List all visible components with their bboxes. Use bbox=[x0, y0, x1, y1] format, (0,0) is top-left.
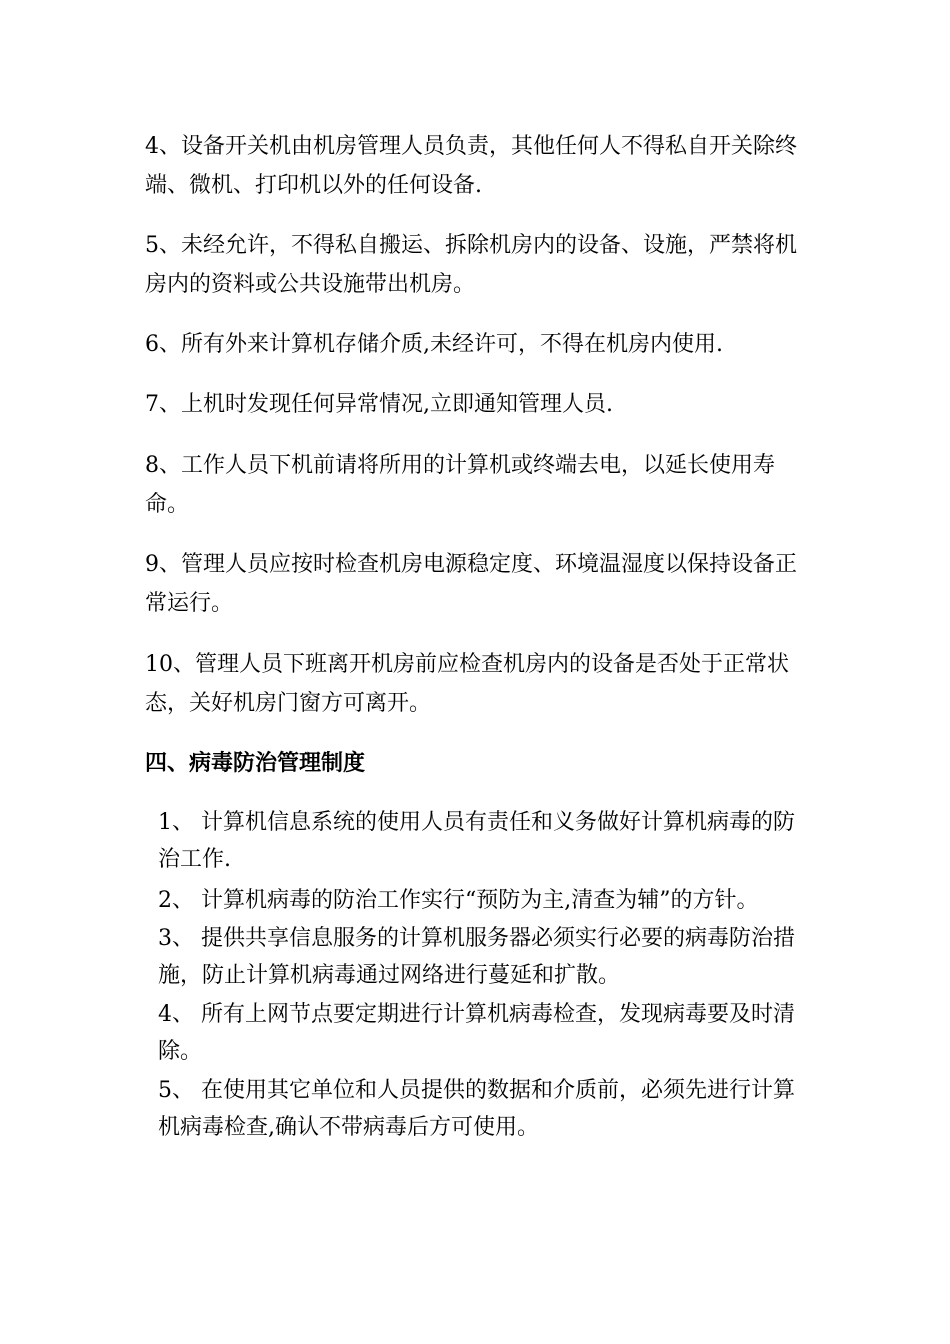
virus-item-1: 1、 计算机信息系统的使用人员有责任和义务做好计算机病毒的防治工作. bbox=[158, 810, 795, 872]
rule-6: 6、所有外来计算机存储介质,未经许可，不得在机房内使用. bbox=[145, 332, 723, 357]
virus-item-4: 4、 所有上网节点要定期进行计算机病毒检查，发现病毒要及时清除。 bbox=[158, 1002, 795, 1064]
virus-item-3: 3、 提供共享信息服务的计算机服务器必须实行必要的病毒防治措施，防止计算机病毒通过网络进行蔓延和扩散。 bbox=[158, 926, 795, 988]
rule-8: 8、工作人员下机前请将所用的计算机或终端去电，以延长使用寿命。 bbox=[145, 453, 775, 517]
rule-5: 5、未经允许，不得私自搬运、拆除机房内的设备、设施，严禁将机房内的资料或公共设施带出机房。 bbox=[145, 233, 797, 297]
rule-9: 9、管理人员应按时检查机房电源稳定度、环境温湿度以保持设备正常运行。 bbox=[145, 552, 797, 616]
virus-item-5: 5、 在使用其它单位和人员提供的数据和介质前，必须先进行计算机病毒检查,确认不带病毒后方可使用。 bbox=[158, 1078, 795, 1140]
virus-item-2: 2、 计算机病毒的防治工作实行“预防为主,清查为辅”的方针。 bbox=[158, 888, 759, 913]
section-heading: 四、病毒防治管理制度 bbox=[145, 750, 366, 776]
rule-7: 7、上机时发现任何异常情况,立即通知管理人员. bbox=[145, 392, 613, 417]
rule-10: 10、管理人员下班离开机房前应检查机房内的设备是否处于正常状态，关好机房门窗方可离开。 bbox=[145, 652, 789, 716]
rule-4: 4、设备开关机由机房管理人员负责，其他任何人不得私自开关除终端、微机、打印机以外的任何设备. bbox=[145, 134, 797, 198]
